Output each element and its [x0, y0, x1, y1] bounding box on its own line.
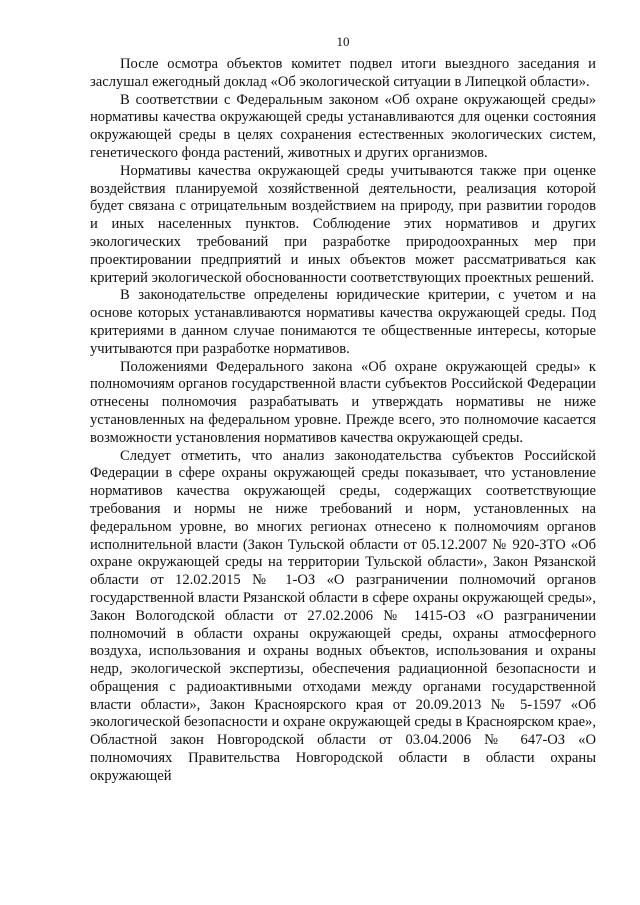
paragraph-1: После осмотра объектов комитет подвел итоги выездного заседания и заслушал ежегодный доклад «Об экологической ситуации в Липецкой области». — [90, 56, 596, 90]
paragraph-4: В законодательстве определены юридические критерии, с учетом и на основе которых устанавливаются нормативы качества окружающей среды. Под критериями в данном случае понимаются те общественные интересы, которые учитываются при разработке нормативов. — [90, 287, 596, 357]
page-number: 10 — [336, 34, 350, 49]
paragraph-5: Положениями Федерального закона «Об охране окружающей среды» к полномочиям органов государственной власти субъектов Российской Федерации отнесены полномочия разрабатывать и утверждать нормативы не ниже установленных на федеральном уровне. Прежде всего, это полномочие касается возможности установления нормативов качества окружающей среды. — [90, 358, 596, 446]
paragraph-2: В соответствии с Федеральным законом «Об охране окружающей среды» нормативы качества окружающей среды устанавливаются для оценки состояния окружающей среды в целях сохранения естественных экологических систем, генетического фонда растений, животных и других организмов. — [90, 91, 596, 161]
paragraph-3: Нормативы качества окружающей среды учитываются также при оценке воздействия планируемой хозяйственной деятельности, реализация которой будет связана с отрицательным воздействием на природу, при развитии городов и иных населенных пунктов. Соблюдение этих нормативов и других экологических требований при разработке природоохранных мер при проектировании предприятий и иных объектов может рассматриваться как критерий экологической обоснованности соответствующих проектных решений. — [90, 162, 596, 286]
paragraph-6: Следует отметить, что анализ законодательства субъектов Российской Федерации в сфере охраны окружающей среды показывает, что установление нормативов качества окружающей среды, содержащих соответствующие требования и нормы не ниже требований и норм, установленных на федеральном уровне, во многих регионах отнесено к полномочиям органов исполнительной власти (Закон Тульской области от 05.12.2007 № 920-ЗТО «Об охране окружающей среды на территории Тульской области», Закон Рязанской области от 12.02.2015 № 1-ОЗ «О разграничении полномочий органов государственной власти Рязанской области в сфере охраны окружающей среды», Закон Вологодской области от 27.02.2006 № 1415-ОЗ «О разграничении полномочий в области охраны окружающей среды, охраны атмосферного воздуха, использования и охраны водных объектов, использования и охраны недр, экологической экспертизы, обеспечения радиационной безопасности и обращения с радиоактивными отходами между органами государственной власти области», Закон Красноярского края от 20.09.2013 № 5-1597 «Об экологической безопасности и охране окружающей среды в Красноярском крае», Областной закон Новгородской области от 03.04.2006 № 647-ОЗ «О полномочиях Правительства Новгородской области в области охраны окружающей — [90, 447, 596, 784]
document-page — [90, 32, 596, 786]
